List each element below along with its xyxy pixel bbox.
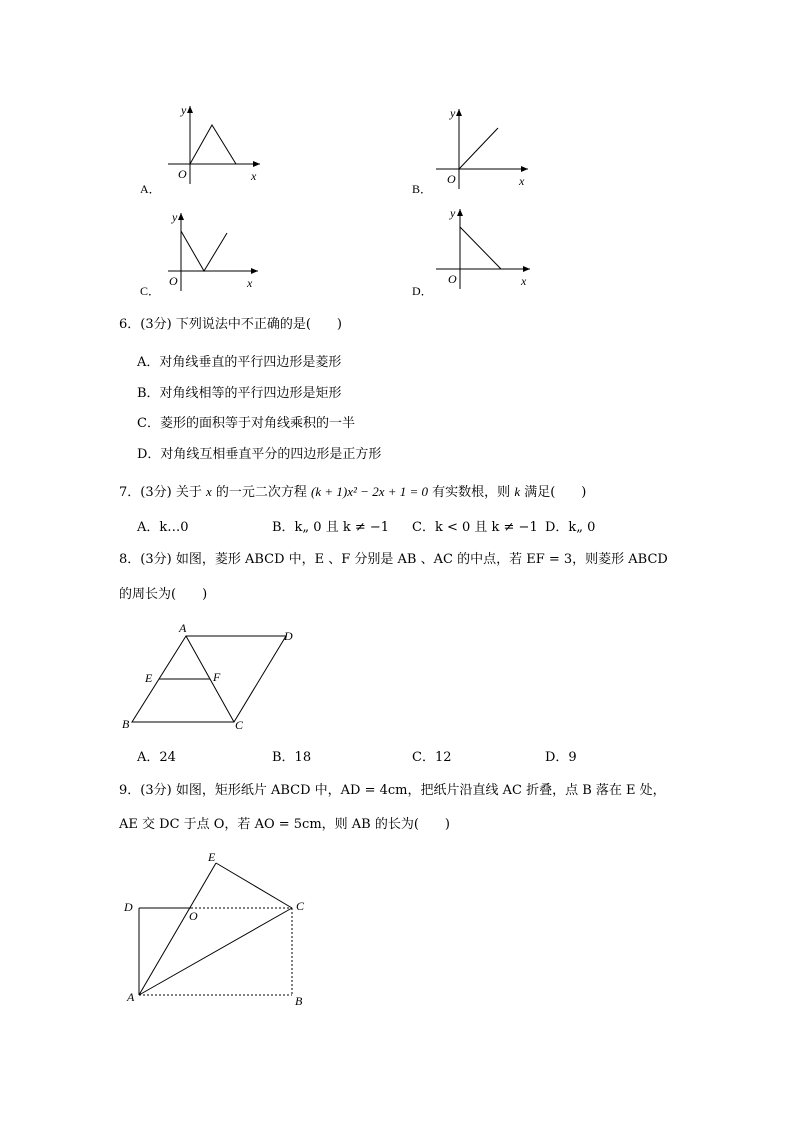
question-8-line1: 8．(3分) 如图，菱形 ABCD 中，E 、F 分别是 AB 、AC 的中点，若 EF = 3，则菱形 ABCD	[119, 552, 668, 567]
question-6-stem: 6．(3分) 下列说法中不正确的是( )	[119, 317, 342, 332]
question-8-option-d: D．9	[545, 750, 577, 765]
question-7-option-a: A．k…0	[137, 520, 189, 535]
graph-b-origin: O	[447, 172, 456, 186]
question-8-option-a: A．24	[137, 750, 176, 765]
q7-suffix: 满足( )	[524, 485, 587, 500]
option-a-label: A．	[140, 182, 161, 196]
question-7-option-c: C．k < 0 且 k ≠ −1	[412, 520, 538, 535]
graph-a-y-label: y	[181, 103, 187, 117]
q7-mid: 的一元二次方程	[215, 485, 307, 500]
q7-prefix: 7．(3分) 关于	[119, 485, 202, 500]
graph-d-x-label: x	[521, 274, 527, 288]
rhombus-label-a: A	[179, 621, 187, 635]
fold-label-c: C	[296, 899, 305, 913]
graph-d	[430, 203, 540, 293]
fold-label-a: A	[127, 990, 135, 1004]
graph-c-origin: O	[169, 274, 178, 288]
graph-c-y-label: y	[172, 210, 178, 224]
fold-label-o: O	[189, 909, 198, 923]
question-9-line1: 9．(3分) 如图，矩形纸片 ABCD 中，AD = 4cm，把纸片沿直线 AC 折叠，点 B 落在 E 处，	[119, 783, 666, 798]
graph-b-x-label: x	[519, 174, 525, 188]
question-7-stem	[119, 484, 586, 501]
question-7-option-b: B．k„ 0 且 k ≠ −1	[272, 520, 390, 535]
option-b-label: B．	[412, 182, 433, 196]
question-6-option-d: D．对角线互相垂直平分的四边形是正方形	[137, 447, 382, 462]
fold-label-b: B	[295, 994, 303, 1008]
question-7-option-d: D．k„ 0	[545, 520, 596, 535]
graph-a-x-label: x	[251, 169, 257, 183]
question-6-option-c: C．菱形的面积等于对角线乘积的一半	[137, 416, 355, 431]
graph-d-y-label: y	[450, 206, 456, 220]
question-8-option-c: C．12	[412, 750, 452, 765]
option-d-label: D．	[412, 284, 433, 298]
graph-b	[430, 103, 540, 193]
rhombus-figure	[118, 618, 308, 738]
fold-label-d: D	[124, 900, 133, 914]
question-6-option-b: B．对角线相等的平行四边形是矩形	[137, 386, 342, 401]
graph-a	[160, 98, 270, 188]
q7-equation: (k + 1)x² − 2x + 1 = 0	[311, 484, 429, 499]
graph-c-x-label: x	[247, 276, 253, 290]
fold-label-e: E	[208, 850, 216, 864]
rhombus-label-c: C	[235, 718, 244, 732]
q7-mid2: 有实数根，则	[432, 485, 511, 500]
question-8-option-b: B．18	[272, 750, 312, 765]
graph-d-origin: O	[448, 272, 457, 286]
q7-var-k: k	[514, 484, 521, 499]
rhombus-label-e: E	[145, 671, 153, 685]
graph-a-origin: O	[178, 167, 187, 181]
q7-var-x: x	[205, 484, 212, 499]
rhombus-label-f: F	[213, 670, 221, 684]
graph-b-y-label: y	[450, 106, 456, 120]
question-9-line2: AE 交 DC 于点 O，若 AO = 5cm，则 AB 的长为( )	[119, 817, 450, 832]
graph-c	[160, 205, 270, 295]
rhombus-label-d: D	[284, 629, 293, 643]
rectangle-fold-figure	[118, 845, 318, 1010]
question-6-option-a: A．对角线垂直的平行四边形是菱形	[137, 355, 342, 370]
question-8-line2: 的周长为( )	[119, 587, 208, 602]
option-c-label: C．	[140, 284, 161, 298]
rhombus-label-b: B	[122, 717, 130, 731]
